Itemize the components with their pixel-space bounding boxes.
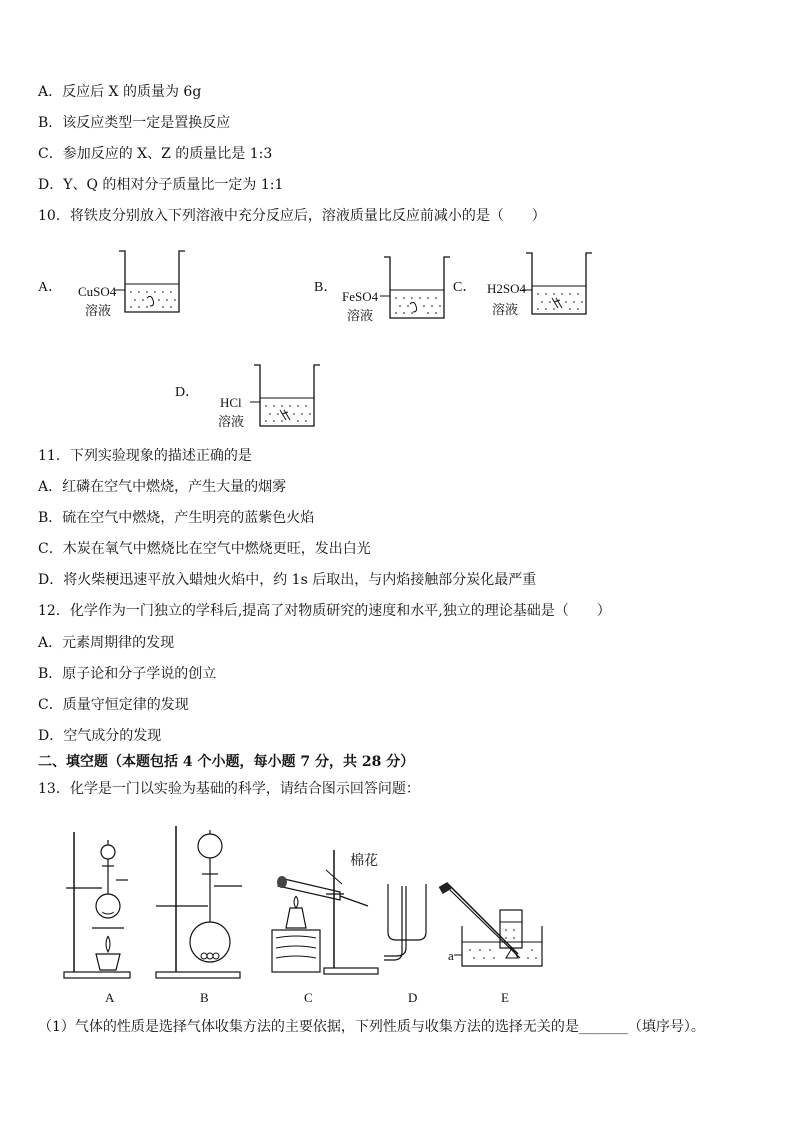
q13-stem: 13．化学是一门以实验为基础的科学，请结合图示回答问题： — [38, 781, 420, 797]
apparatus-b-label: B — [200, 990, 209, 1005]
q10-option-b-letter: B． — [314, 280, 338, 295]
q9-option-c: C．参加反应的 X、Z 的质量比是 1:3 — [38, 146, 273, 162]
q10-option-b-suffix: 溶液 — [347, 308, 374, 323]
water-level-label: a — [448, 948, 454, 963]
q10-option-b-reagent: FeSO4 — [342, 289, 379, 304]
q11-option-a: A．红磷在空气中燃烧，产生大量的烟雾 — [38, 479, 287, 495]
q11-stem: 11．下列实验现象的描述正确的是 — [38, 448, 252, 464]
q10-option-a-letter: A． — [38, 280, 63, 295]
q9-option-a: A．反应后 X 的质量为 6g — [38, 84, 202, 100]
q12-stem: 12．化学作为一门独立的学科后,提高了对物质研究的速度和水平,独立的理论基础是（ ） — [38, 603, 611, 619]
q11-option-b: B．硫在空气中燃烧，产生明亮的蓝紫色火焰 — [38, 510, 315, 526]
apparatus-e-label: E — [501, 990, 509, 1005]
beaker-c-figure — [522, 250, 602, 320]
q10-option-d-letter: D． — [175, 385, 200, 400]
q12-option-c: C．质量守恒定律的发现 — [38, 697, 189, 713]
q12-option-a: A．元素周期律的发现 — [38, 635, 175, 651]
q10-option-d-suffix: 溶液 — [218, 414, 245, 429]
apparatus-b-figure — [152, 822, 252, 987]
section-heading: 二、填空题（本题包括 4 个小题，每小题 7 分，共 28 分） — [38, 754, 415, 770]
beaker-a-figure — [115, 248, 195, 318]
q10-option-a-reagent: CuSO4 — [78, 284, 117, 299]
q12-option-b: B．原子论和分子学说的创立 — [38, 666, 217, 682]
q12-option-d: D．空气成分的发现 — [38, 728, 162, 744]
q11-option-d: D．将火柴梗迅速平放入蜡烛火焰中，约 1s 后取出，与内焰接触部分炭化最严重 — [38, 572, 537, 588]
q9-option-d: D．Y、Q 的相对分子质量比一定为 1:1 — [38, 177, 284, 193]
apparatus-a-figure — [62, 820, 142, 985]
q10-option-a-suffix: 溶液 — [85, 303, 112, 318]
q11-option-c: C．木炭在氧气中燃烧比在空气中燃烧更旺，发出白光 — [38, 541, 371, 557]
apparatus-d-figure — [382, 882, 432, 967]
q10-option-c-suffix: 溶液 — [492, 302, 519, 317]
apparatus-d-label: D — [408, 990, 418, 1005]
q9-option-b: B．该反应类型一定是置换反应 — [38, 115, 231, 131]
q10-option-c-letter: C． — [453, 280, 477, 295]
beaker-d-figure — [250, 362, 330, 432]
q13-subquestion-1: （1）气体的性质是选择气体收集方法的主要依据，下列性质与收集方法的选择无关的是_______（填序号）。 — [38, 1019, 705, 1035]
q10-stem: 10．将铁皮分别放入下列溶液中充分反应后，溶液质量比反应前减小的是（ ） — [38, 208, 546, 224]
apparatus-c-label: C — [304, 990, 313, 1005]
q10-option-c-reagent: H2SO4 — [487, 281, 527, 296]
beaker-b-figure — [380, 254, 460, 324]
cotton-label: 棉花 — [350, 854, 378, 869]
apparatus-a-label: A — [105, 990, 115, 1005]
q10-option-d-reagent: HCl — [220, 395, 242, 410]
